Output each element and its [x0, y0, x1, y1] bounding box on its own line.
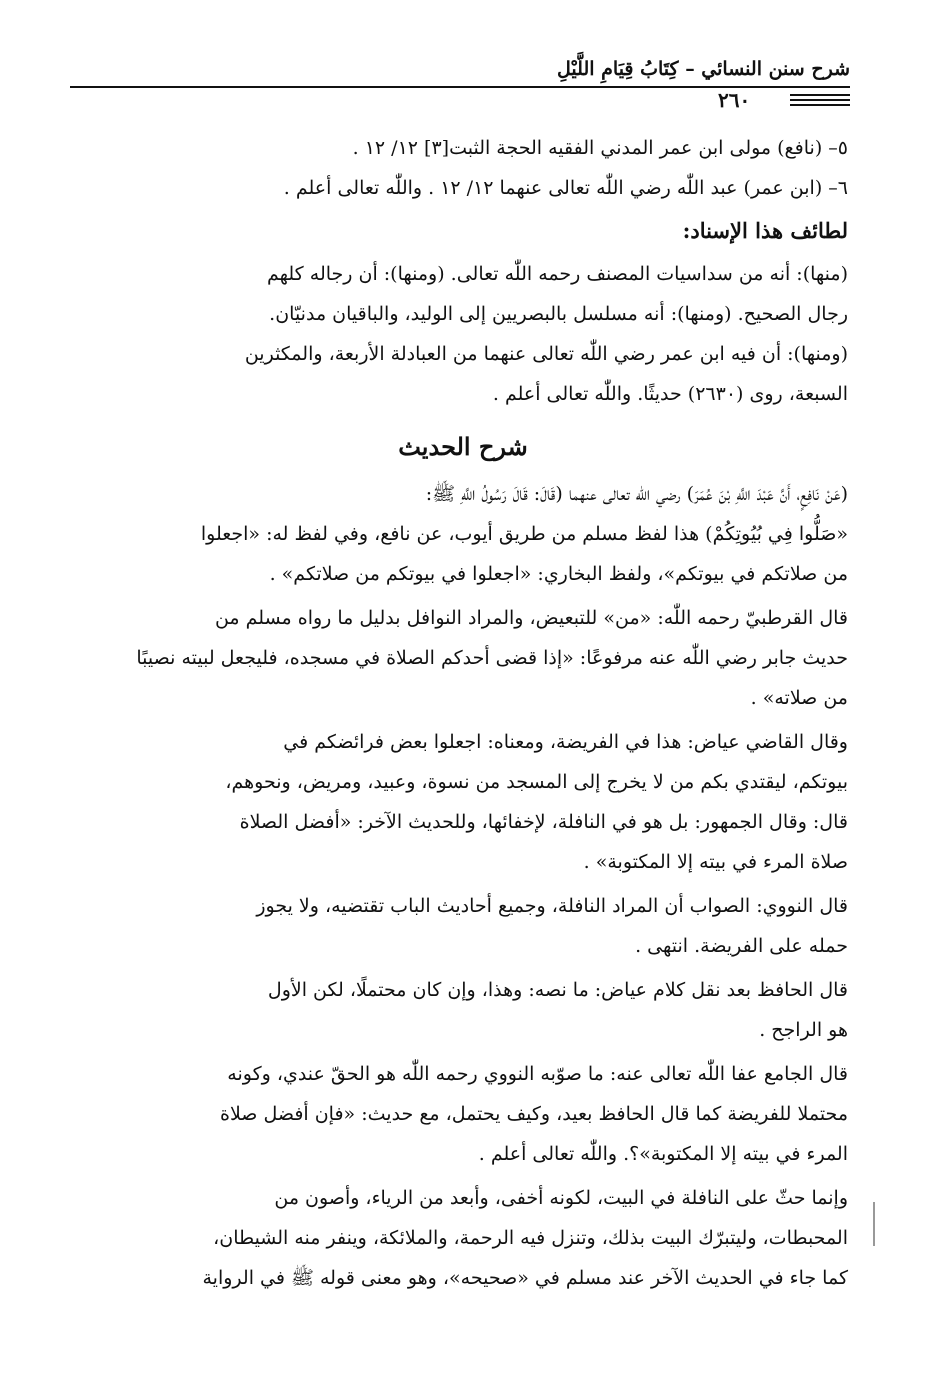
page-body	[78, 128, 848, 1298]
sharh-line: وإنما حثّ على النافلة في البيت، لكونه أخفى، وأبعد من الرياء، وأصون من	[274, 1187, 848, 1209]
running-header	[70, 58, 850, 86]
margin-mark	[873, 1202, 875, 1246]
sharh-line: من صلاتكم في بيوتكم»، ولفظ البخاري: «اجعلوا في بيوتكم من صلاتكم» .	[269, 563, 848, 585]
sharh-line: حمله على الفريضة. انتهى .	[635, 935, 848, 957]
sharh-line: وقال القاضي عياض: هذا في الفريضة، ومعناه: اجعلوا بعض فرائضكم في	[283, 731, 848, 753]
sharh-line: قال الحافظ بعد نقل كلام عياض: ما نصه: وهذا، وإن كان محتملًا، لكن الأول	[267, 979, 848, 1001]
sharh-line: قال النووي: الصواب أن المراد النافلة، وجميع أحاديث الباب تقتضيه، ولا يجوز	[256, 895, 848, 917]
sharh-line: حديث جابر رضي اللّٰه عنه مرفوعًا: «إذا قضى أحدكم الصلاة في مسجده، فليجعل لبيته نصيبًا	[136, 647, 848, 669]
sharh-line: «صَلُّوا فِي بُيُوتِكُمْ) هذا لفظ مسلم من طريق أيوب، عن نافع، وفي لفظ له: «اجعلوا	[200, 523, 848, 545]
sharh-line: بيوتكم، ليقتدي بكم من لا يخرج إلى المسجد من نسوة، وعبيد، ومريض، ونحوهم،	[225, 771, 848, 793]
sharh-line: صلاة المرء في بيته إلا المكتوبة» .	[583, 851, 848, 873]
sharh-line: قال: وقال الجمهور: بل هو في النافلة، لإخفائها، وللحديث الآخر: «أفضل الصلاة	[239, 811, 848, 833]
lataif-line: (منها): أنه من سداسيات المصنف رحمه اللّٰه تعالى. (ومنها): أن رجاله كلهم	[266, 263, 848, 285]
narrator-line: ٦– (ابن عمر) عبد اللّٰه رضي اللّٰه تعالى عنهما ١٢/ ١٢ . واللّٰه تعالى أعلم .	[283, 177, 848, 199]
sharh-line: المرء في بيته إلا المكتوبة»؟. واللّٰه تعالى أعلم .	[478, 1143, 848, 1165]
sharh-line: كما جاء في الحديث الآخر عند مسلم في «صحيحه»، وهو معنى قوله ﷺ في الرواية	[202, 1267, 848, 1289]
sharh-line: قال الجامع عفا اللّٰه تعالى عنه: ما صوّبه النووي رحمه اللّٰه هو الحقّ عندي، وكونه	[227, 1063, 848, 1085]
header-title: شرح سنن النسائي – كِتَابُ قِيَامِ اللَّيْلِ	[557, 58, 850, 80]
lataif-line: السبعة، روى (٢٦٣٠) حديثًا. واللّٰه تعالى أعلم .	[492, 383, 848, 405]
lataif-line: (ومنها): أن فيه ابن عمر رضي اللّٰه تعالى عنهما من العبادلة الأربعة، والمكثرين	[244, 343, 848, 365]
lataif-line: رجال الصحيح. (ومنها): أنه مسلسل بالبصريين إلى الوليد، والباقيان مدنيّان.	[269, 303, 848, 325]
page-number: ٢٦٠	[718, 88, 751, 112]
narrator-line: ٥– (نافع) مولى ابن عمر المدني الفقيه الحجة الثبت[٣] ١٢/ ١٢ .	[352, 137, 848, 159]
lataif-heading: لطائف هذا الإسناد:	[682, 218, 848, 243]
sharh-line: هو الراجح .	[759, 1019, 848, 1041]
sharh-line: من صلاته» .	[750, 687, 848, 709]
page-number-rules	[790, 94, 850, 109]
sharh-line: محتملا للفريضة كما قال الحافظ بعيد، وكيف يحتمل، مع حديث: «فإن أفضل صلاة	[220, 1103, 848, 1125]
sharh-line: المحبطات، وليتبرّك البيت بذلك، وتنزل فيه الرحمة، والملائكة، وينفر منه الشيطان،	[213, 1227, 848, 1249]
sharh-line: قال القرطبيّ رحمه اللّٰه: «من» للتبعيض، والمراد النوافل بدليل ما رواه مسلم من	[214, 607, 848, 629]
sharh-heading: شرح الحديث	[398, 432, 528, 461]
sharh-line: (عَنْ نَافِعٍ، أَنَّ عَبْدَ اللَّهِ بْنَ عُمَرَ) رضي اللّٰه تعالى عنهما (قَالَ: قَالَ رَسُولُ اللَّهِ ﷺ:	[425, 483, 848, 505]
